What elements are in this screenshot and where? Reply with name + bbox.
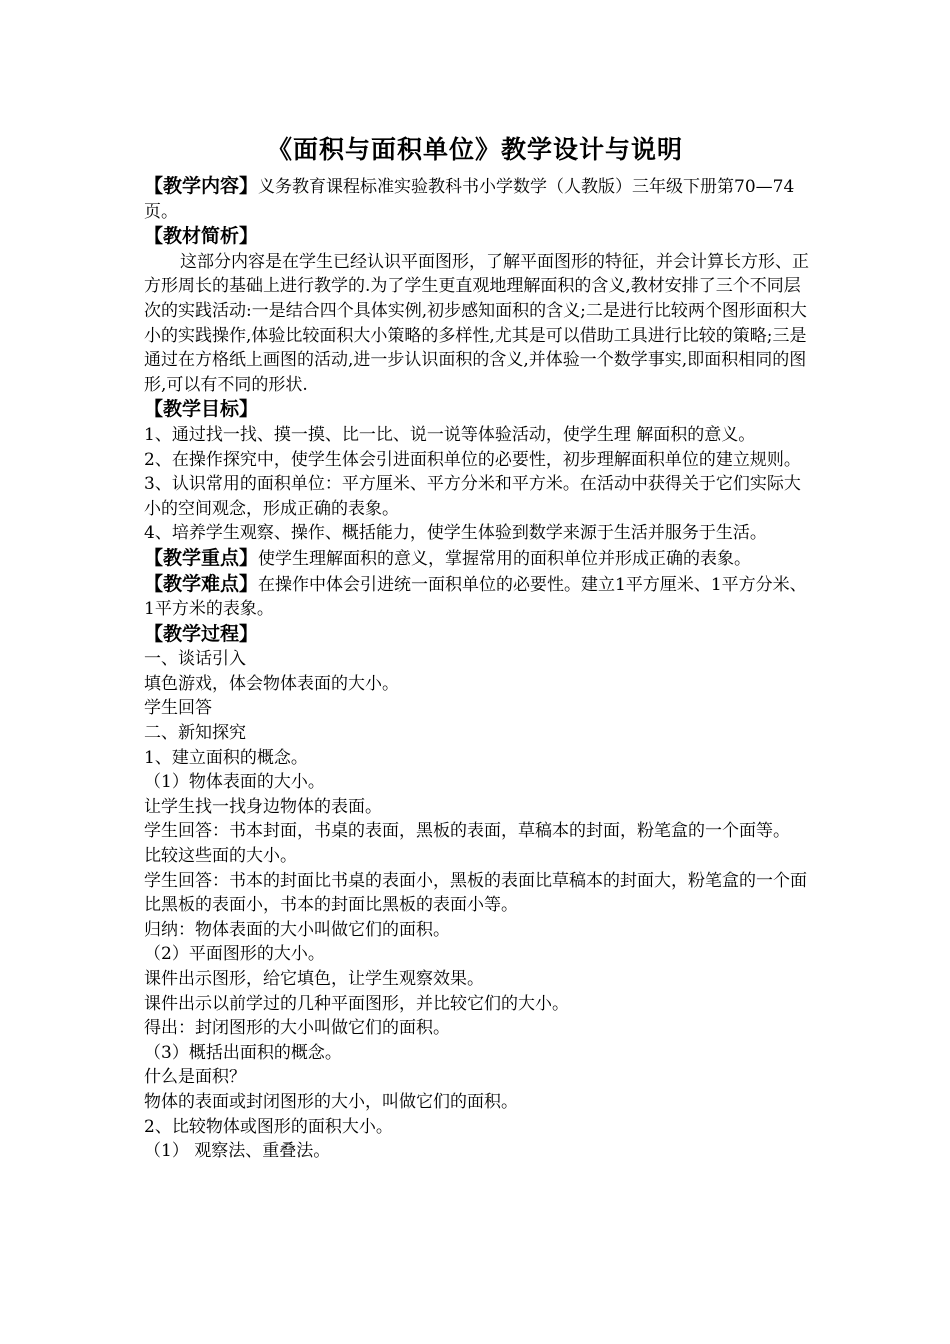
process-line: 1、建立面积的概念。: [144, 747, 308, 768]
document-body: [144, 174, 812, 1164]
teaching-process-heading-line: [144, 622, 812, 648]
key-point-text: 使学生理解面积的意义，掌握常用的面积单位并形成正确的表象。: [258, 548, 752, 569]
goal-item: 3、认识常用的面积单位：平方厘米、平方分米和平方米。在活动中获得关于它们实际大小的空间观念，形成正确的表象。: [144, 474, 801, 519]
process-line: （1）物体表面的大小。: [144, 772, 325, 793]
teaching-content-heading: 【教学内容】: [144, 175, 259, 197]
difficulty-paragraph: [144, 572, 812, 622]
key-point-paragraph: [144, 546, 812, 572]
material-analysis-heading: 【教材简析】: [144, 225, 259, 248]
material-analysis-heading-line: [144, 224, 812, 250]
process-line: 课件出示图形，给它填色，让学生观察效果。: [144, 969, 484, 989]
process-line: 课件出示以前学过的几种平面图形，并比较它们的大小。: [144, 993, 569, 1014]
document-title: 《面积与面积单位》教学设计与说明: [266, 135, 683, 164]
material-analysis-text: 这部分内容是在学生已经认识平面图形，了解平面图形的特征，并会计算长方形、正方形周长的基础上进行教学的.为了学生更直观地理解面积的含义,教材安排了三个不同层次的实践活动:一是结合四个具体实例,初步感知面积的含义;二是进行比较两个图形面积大小的实践操作,体验比较面积大小策略的多样性,尤其是可以借助工具进行比较的策略;三是通过在方格纸上画图的活动,进一步认识面积的含义,并体验一个数学事实,即面积相同的图形,可以有不同的形状.: [144, 251, 809, 395]
goal-item: 2、在操作探究中，使学生体会引进面积单位的必要性，初步理解面积单位的建立规则。: [144, 449, 801, 470]
teaching-content-paragraph: [144, 174, 812, 224]
teaching-goals-heading: 【教学目标】: [144, 398, 259, 421]
goal-item: 1、通过找一找、摸一摸、比一比、说一说等体验活动，使学生理 解面积的意义。: [144, 424, 756, 445]
process-line: （2）平面图形的大小。: [144, 944, 325, 965]
key-point-heading: 【教学重点】: [144, 546, 259, 569]
goal-item: 4、培养学生观察、操作、概括能力，使学生体验到数学来源于生活并服务于生活。: [144, 523, 767, 544]
process-line: 学生回答: [144, 698, 212, 719]
process-line: （3）概括出面积的概念。: [144, 1042, 342, 1063]
process-line: 填色游戏，体会物体表面的大小。: [144, 673, 399, 694]
teaching-process-heading: 【教学过程】: [144, 622, 259, 645]
process-line: 物体的表面或封闭图形的大小，叫做它们的面积。: [144, 1091, 518, 1112]
process-line: 二、新知探究: [144, 723, 246, 744]
difficulty-heading: 【教学难点】: [144, 572, 259, 595]
process-line: 学生回答：书本的封面比书桌的表面小，黑板的表面比草稿本的封面大，粉笔盒的一个面比黑板的表面小，书本的封面比黑板的表面小等。: [144, 870, 807, 916]
process-line: （1） 观察法、重叠法。: [144, 1141, 331, 1162]
difficulty-text: 在操作中体会引进统一面积单位的必要性。建立1平方厘米、1平方分米、1平方米的表象。: [144, 574, 807, 620]
teaching-goals-heading-line: [144, 397, 812, 423]
process-line: 学生回答：书本封面，书桌的表面，黑板的表面，草稿本的封面，粉笔盒的一个面等。: [144, 821, 790, 842]
process-line: 什么是面积？: [144, 1067, 246, 1088]
process-line: 一、谈话引入: [144, 649, 246, 670]
process-line: 让学生找一找身边物体的表面。: [144, 796, 382, 817]
teaching-content-text: 义务教育课程标准实验教科书小学数学（人教版）三年级下册第70—74页。: [144, 177, 795, 222]
process-line: 2、比较物体或图形的面积大小。: [144, 1116, 393, 1137]
process-line: 得出：封闭图形的大小叫做它们的面积。: [144, 1018, 450, 1039]
process-line: 归纳：物体表面的大小叫做它们的面积。: [144, 919, 450, 940]
process-line: 比较这些面的大小。: [144, 846, 297, 867]
